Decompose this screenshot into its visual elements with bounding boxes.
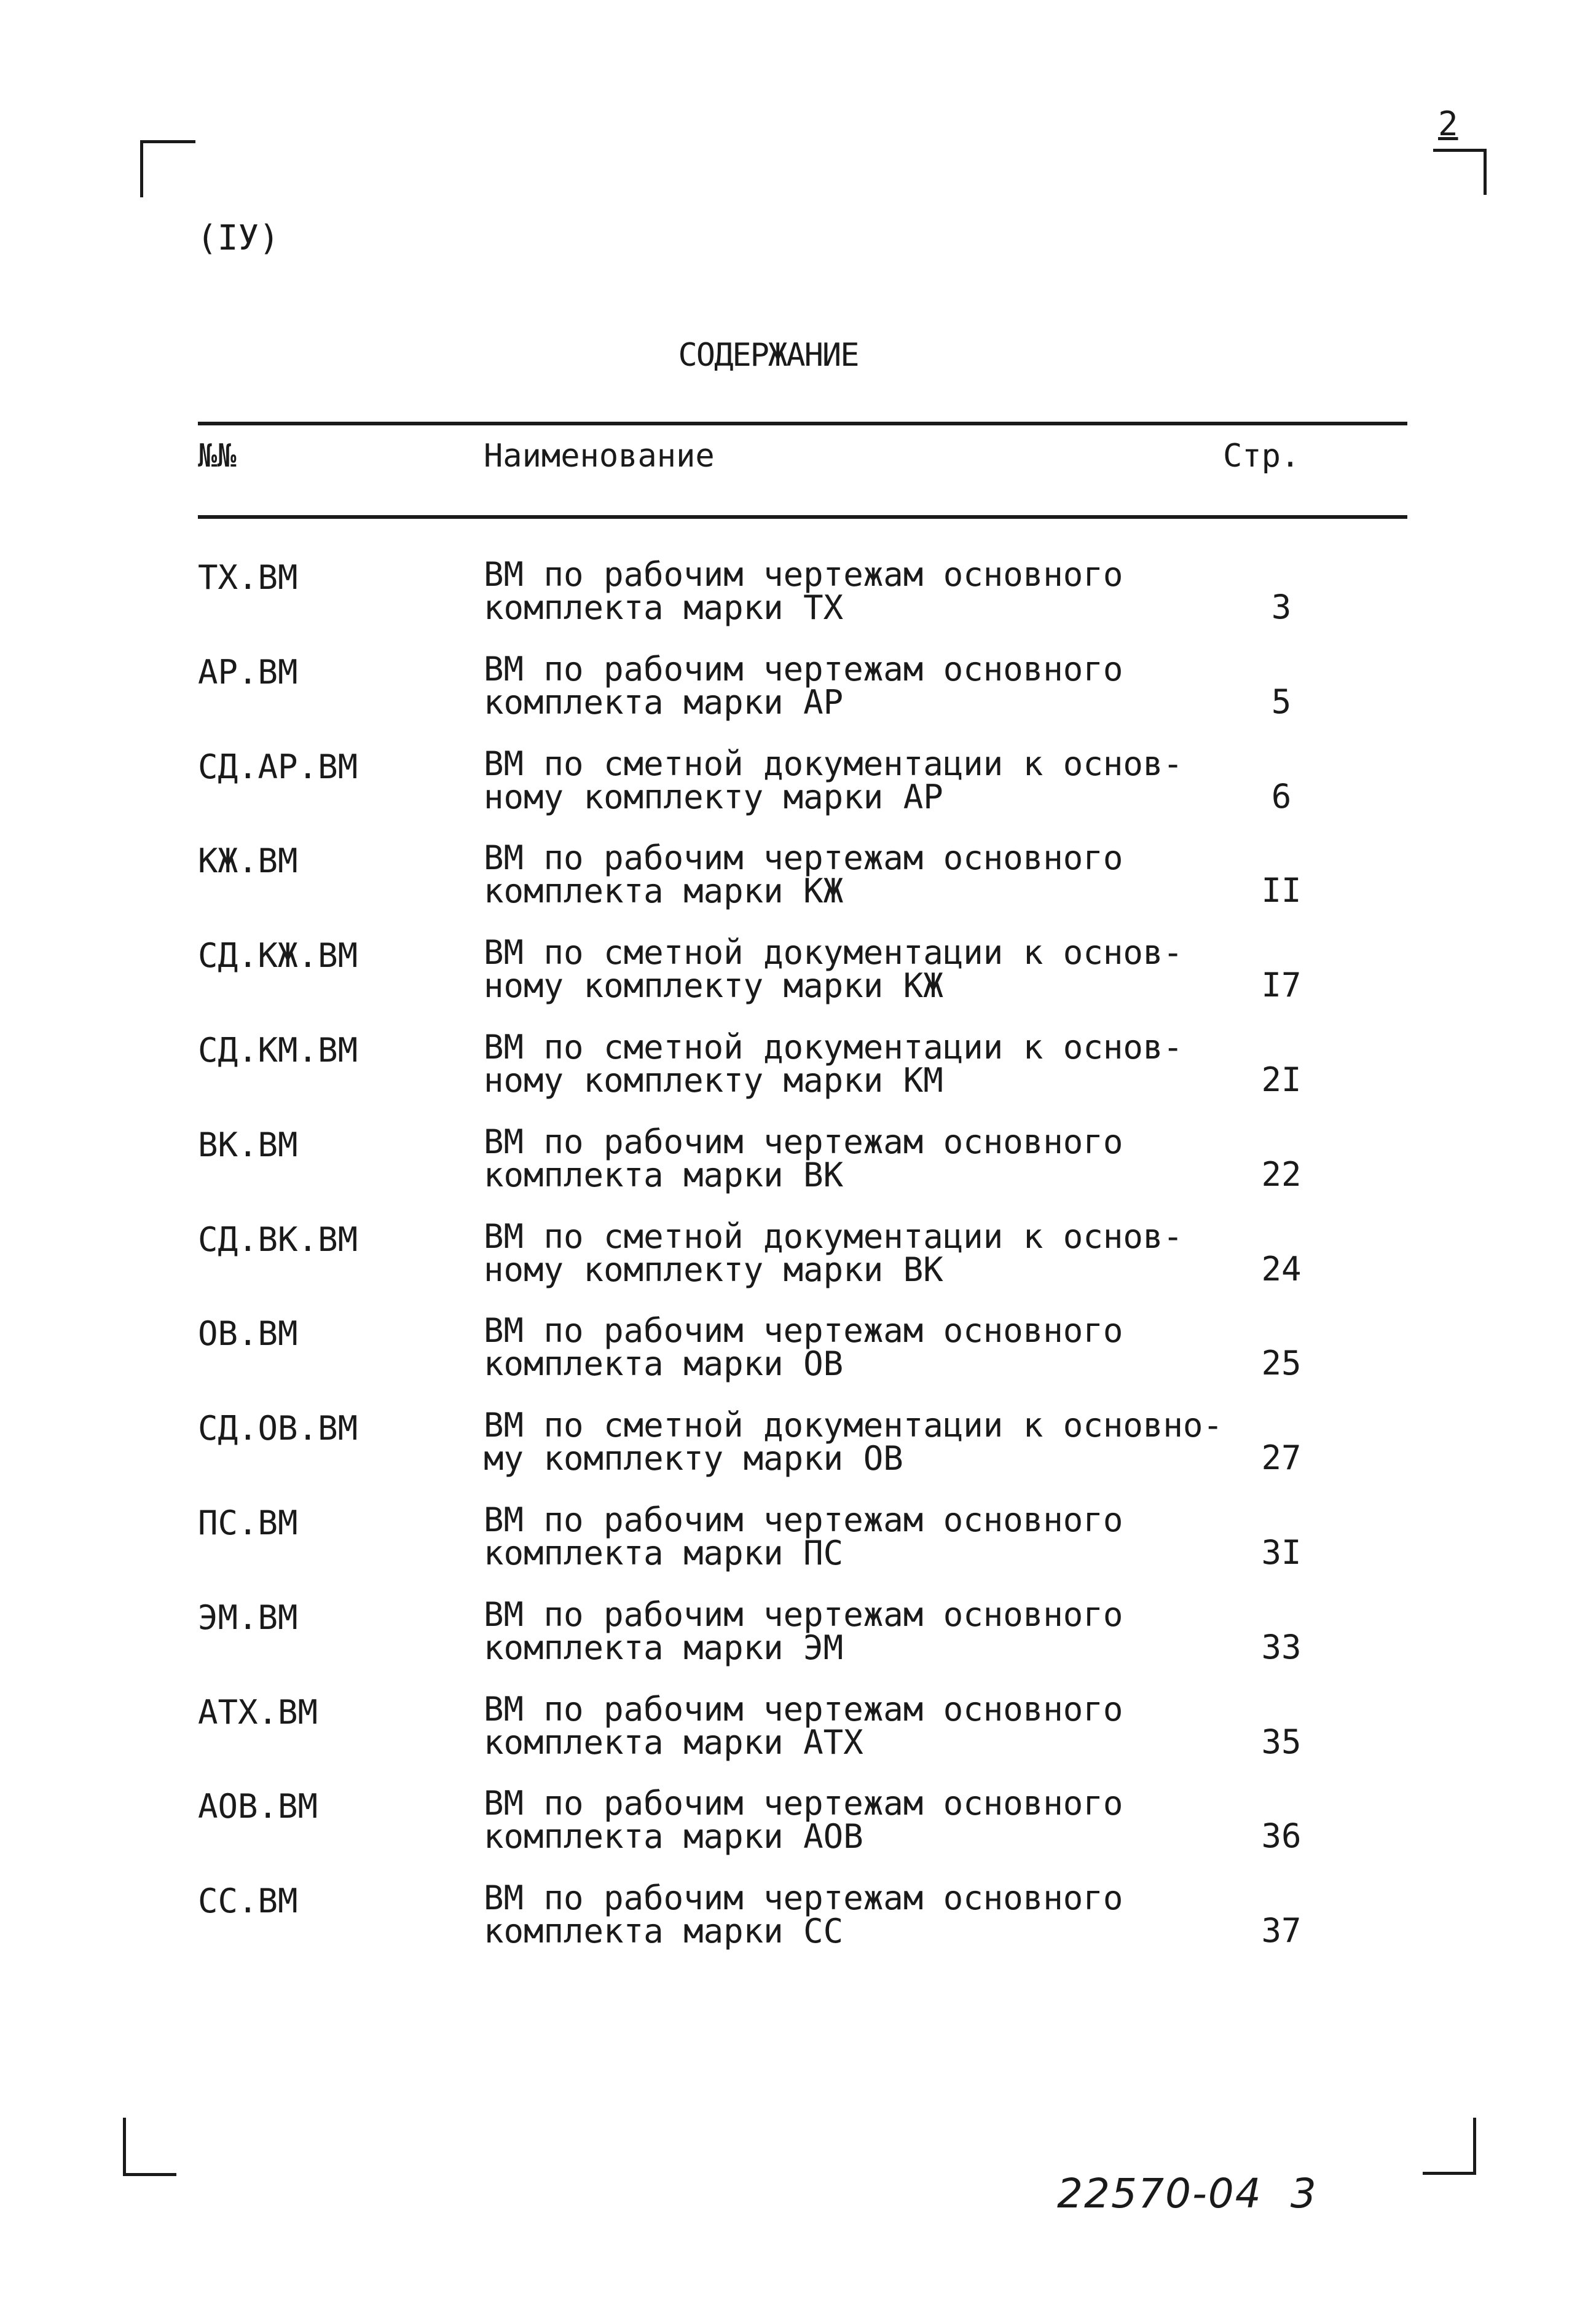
row-name bbox=[484, 1784, 1123, 1856]
table-row bbox=[0, 838, 1596, 934]
row-name-line: ВМ по сметной документации к основ- bbox=[484, 744, 1183, 783]
row-code: ЭМ.ВМ bbox=[198, 1598, 298, 1637]
row-name-line: комплекта марки ЭМ bbox=[484, 1628, 844, 1667]
frame-corner-top-left bbox=[140, 140, 195, 197]
table-header bbox=[0, 438, 1596, 481]
row-name bbox=[484, 1690, 1123, 1762]
row-name-line: комплекта марки ВК bbox=[484, 1156, 844, 1194]
row-name bbox=[484, 1406, 1223, 1478]
table-row bbox=[0, 1690, 1596, 1785]
frame-corner-top-right bbox=[1433, 149, 1487, 195]
row-name bbox=[484, 1501, 1123, 1572]
table-row bbox=[0, 1311, 1596, 1406]
row-page: 35 bbox=[1261, 1722, 1302, 1761]
row-code: АОВ.ВМ bbox=[198, 1787, 318, 1826]
row-name-line: ВМ по рабочим чертежам основного bbox=[484, 1501, 1123, 1539]
table-row bbox=[0, 1595, 1596, 1690]
row-name-line: ВМ по рабочим чертежам основного bbox=[484, 1690, 1123, 1729]
row-name-line: ВМ по сметной документации к основно- bbox=[484, 1406, 1223, 1445]
table-row bbox=[0, 744, 1596, 840]
row-name bbox=[484, 1217, 1183, 1289]
table-top-rule bbox=[198, 422, 1407, 425]
row-page: 24 bbox=[1261, 1250, 1302, 1288]
row-code: ПС.ВМ bbox=[198, 1504, 298, 1542]
row-code: АТХ.ВМ bbox=[198, 1693, 318, 1732]
row-code: СД.ВК.ВМ bbox=[198, 1220, 358, 1259]
document-sheet-number: 3 bbox=[1290, 2170, 1318, 2217]
row-name-line: комплекта марки ОВ bbox=[484, 1344, 844, 1383]
row-page: 5 bbox=[1271, 682, 1292, 721]
row-name-line: ному комплекту марки ВК bbox=[484, 1250, 943, 1289]
table-header-rule bbox=[198, 515, 1407, 519]
row-name-line: ному комплекту марки АР bbox=[484, 778, 943, 816]
row-code: СД.КМ.ВМ bbox=[198, 1031, 358, 1070]
table-row bbox=[0, 650, 1596, 745]
row-name-line: ному комплекту марки КМ bbox=[484, 1061, 943, 1100]
row-name-line: комплекта марки КЖ bbox=[484, 872, 844, 910]
row-name-line: ВМ по рабочим чертежам основного bbox=[484, 1122, 1123, 1161]
row-page: 2I bbox=[1261, 1060, 1302, 1099]
row-name bbox=[484, 933, 1183, 1005]
row-name-line: ВМ по рабочим чертежам основного bbox=[484, 1784, 1123, 1823]
row-page: 37 bbox=[1261, 1911, 1302, 1950]
row-code: СД.ОВ.ВМ bbox=[198, 1409, 358, 1448]
row-page: 3I bbox=[1261, 1533, 1302, 1572]
row-page: 33 bbox=[1261, 1628, 1302, 1666]
row-code: СС.ВМ bbox=[198, 1882, 298, 1920]
row-name-line: ВМ по рабочим чертежам основного bbox=[484, 1311, 1123, 1350]
page-number: 2 bbox=[1438, 105, 1458, 143]
table-row bbox=[0, 1406, 1596, 1501]
row-code: ТХ.ВМ bbox=[198, 558, 298, 597]
table-row bbox=[0, 1217, 1596, 1312]
row-name bbox=[484, 1879, 1123, 1950]
row-name-line: комплекта марки ПС bbox=[484, 1534, 844, 1572]
row-name-line: комплекта марки АОВ bbox=[484, 1817, 863, 1856]
row-name bbox=[484, 744, 1183, 816]
row-name-line: ВМ по рабочим чертежам основного bbox=[484, 555, 1123, 594]
table-row bbox=[0, 1501, 1596, 1596]
row-page: 22 bbox=[1261, 1155, 1302, 1194]
row-name bbox=[484, 1595, 1123, 1667]
row-name-line: му комплекту марки ОВ bbox=[484, 1439, 903, 1478]
volume-label: (IУ) bbox=[197, 218, 280, 258]
row-code: АР.ВМ bbox=[198, 653, 298, 692]
document-code-number: 22570-04 bbox=[1057, 2170, 1262, 2217]
frame-corner-bottom-left bbox=[123, 2118, 176, 2176]
row-page: 27 bbox=[1261, 1438, 1302, 1477]
table-row bbox=[0, 555, 1596, 650]
row-name-line: ВМ по сметной документации к основ- bbox=[484, 933, 1183, 972]
document-code bbox=[1057, 2170, 1318, 2217]
frame-corner-bottom-right bbox=[1423, 2118, 1476, 2175]
row-name-line: ВМ по рабочим чертежам основного bbox=[484, 838, 1123, 877]
row-name-line: ВМ по рабочим чертежам основного bbox=[484, 1879, 1123, 1917]
table-row bbox=[0, 1784, 1596, 1879]
row-page: I7 bbox=[1261, 966, 1302, 1004]
row-page: II bbox=[1261, 871, 1302, 910]
row-page: 6 bbox=[1271, 777, 1292, 816]
row-code: ВК.ВМ bbox=[198, 1126, 298, 1164]
row-name-line: комплекта марки СС bbox=[484, 1912, 844, 1950]
row-name bbox=[484, 1028, 1183, 1100]
row-name-line: ВМ по рабочим чертежам основного bbox=[484, 1595, 1123, 1634]
table-row bbox=[0, 1122, 1596, 1218]
row-code: СД.АР.ВМ bbox=[198, 747, 358, 786]
row-page: 25 bbox=[1261, 1344, 1302, 1382]
row-name-line: ному комплекту марки КЖ bbox=[484, 966, 943, 1005]
row-code: ОВ.ВМ bbox=[198, 1314, 298, 1353]
row-name-line: ВМ по сметной документации к основ- bbox=[484, 1028, 1183, 1067]
row-name bbox=[484, 1311, 1123, 1383]
row-page: 36 bbox=[1261, 1816, 1302, 1855]
row-code: КЖ.ВМ bbox=[198, 842, 298, 880]
row-name-line: комплекта марки ТХ bbox=[484, 588, 844, 627]
row-name bbox=[484, 838, 1123, 910]
row-name bbox=[484, 1122, 1123, 1194]
table-row bbox=[0, 1028, 1596, 1123]
page-title: СОДЕРЖАНИЕ bbox=[678, 337, 859, 374]
row-page: 3 bbox=[1271, 588, 1292, 626]
table-row bbox=[0, 1879, 1596, 1974]
header-page: Стр. bbox=[1223, 438, 1300, 475]
row-name-line: ВМ по сметной документации к основ- bbox=[484, 1217, 1183, 1256]
header-number: №№ bbox=[198, 438, 237, 475]
row-code: СД.КЖ.ВМ bbox=[198, 936, 358, 975]
row-name bbox=[484, 650, 1123, 722]
row-name-line: комплекта марки АТХ bbox=[484, 1723, 863, 1762]
row-name-line: ВМ по рабочим чертежам основного bbox=[484, 650, 1123, 688]
table-row bbox=[0, 933, 1596, 1028]
row-name bbox=[484, 555, 1123, 627]
header-name: Наименование bbox=[484, 438, 715, 475]
row-name-line: комплекта марки АР bbox=[484, 683, 844, 722]
